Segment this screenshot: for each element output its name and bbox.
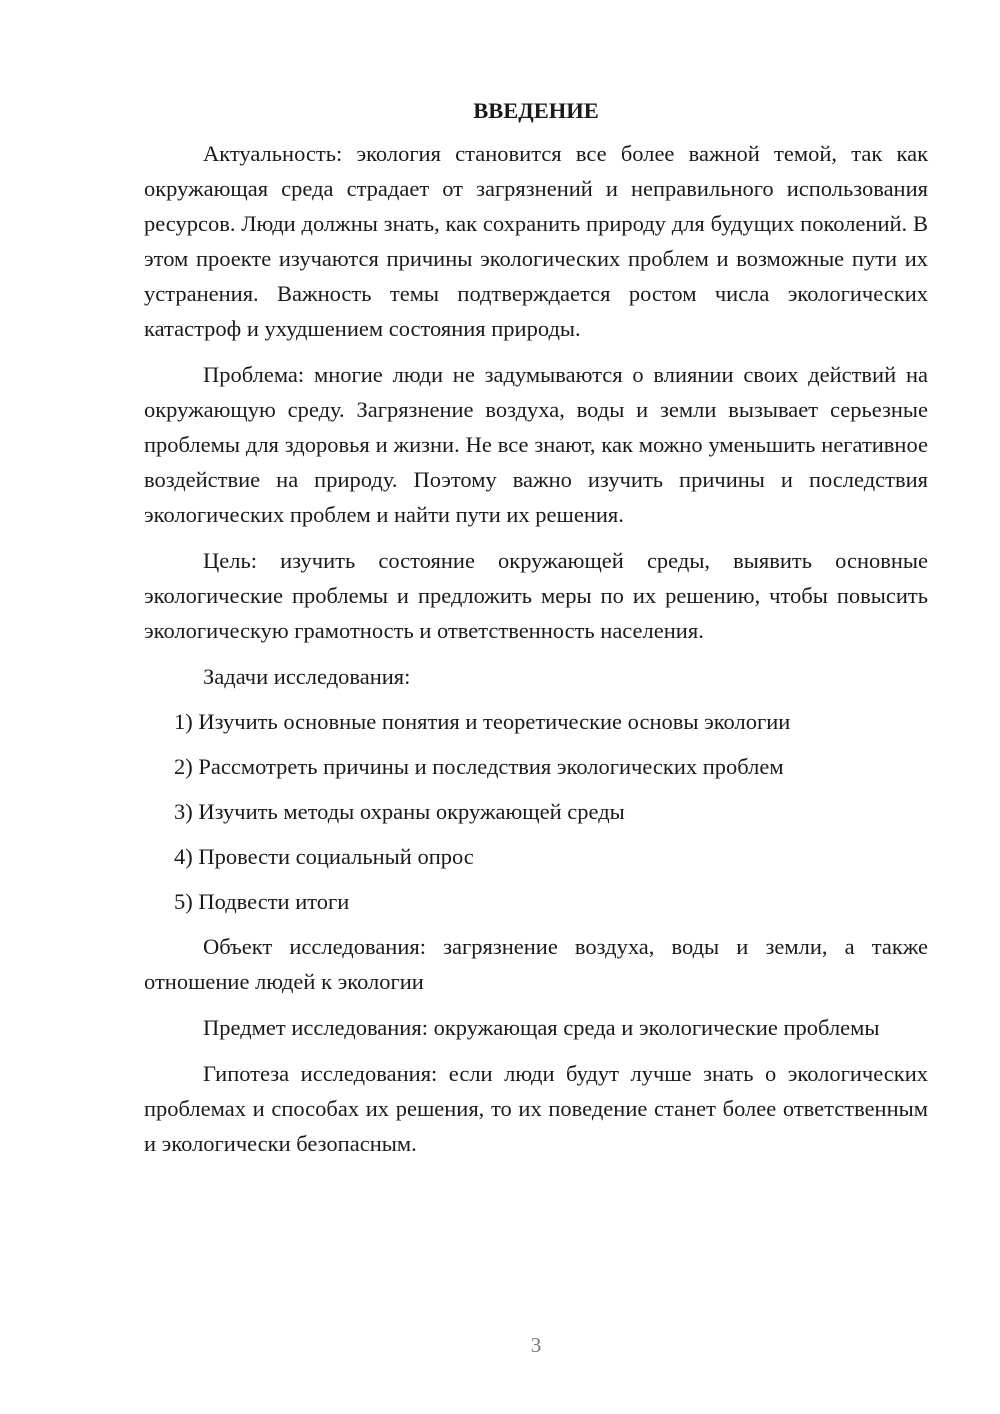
task-item: 5) Подвести итоги	[174, 889, 350, 914]
hypothesis-paragraph: Гипотеза исследования: если люди будут лучше знать о экологических проблемах и способах их решения, то их поведение станет более ответственным и экологически безопасным.	[144, 1061, 928, 1156]
page-number: 3	[530, 1333, 542, 1357]
page-title: ВВЕДЕНИЕ	[473, 98, 599, 123]
goal-paragraph: Цель: изучить состояние окружающей среды, выявить основные экологические проблемы и предложить меры по их решению, чтобы повысить экологическую грамотность и ответственность населения.	[144, 548, 928, 643]
task-item: 3) Изучить методы охраны окружающей среды	[174, 799, 625, 824]
problem-paragraph: Проблема: многие люди не задумываются о влиянии своих действий на окружающую среду. Загрязнение воздуха, воды и земли вызывает серьезные проблемы для здоровья и жизни. Не все знают, как можно уменьшить негативное воздействие на природу. Поэтому важно изучить причины и последствия экологических проблем и найти пути их решения.	[144, 362, 928, 527]
task-item: 2) Рассмотреть причины и последствия экологических проблем	[174, 754, 784, 779]
tasks-list	[144, 704, 928, 919]
subject-paragraph: Предмет исследования: окружающая среда и экологические проблемы	[203, 1015, 880, 1040]
task-item: 1) Изучить основные понятия и теоретические основы экологии	[174, 709, 791, 734]
page-content	[144, 96, 928, 1172]
object-paragraph: Объект исследования: загрязнение воздуха, воды и земли, а также отношение людей к экологии	[144, 934, 928, 994]
task-item: 4) Провести социальный опрос	[174, 844, 474, 869]
tasks-heading: Задачи исследования:	[203, 664, 411, 689]
relevance-paragraph: Актуальность: экология становится все более важной темой, так как окружающая среда страдает от загрязнений и неправильного использования ресурсов. Люди должны знать, как сохранить природу для будущих поколений. В этом проекте изучаются причины экологических проблем и возможные пути их устранения. Важность темы подтверждается ростом числа экологических катастроф и ухудшением состояния природы.	[144, 141, 928, 341]
